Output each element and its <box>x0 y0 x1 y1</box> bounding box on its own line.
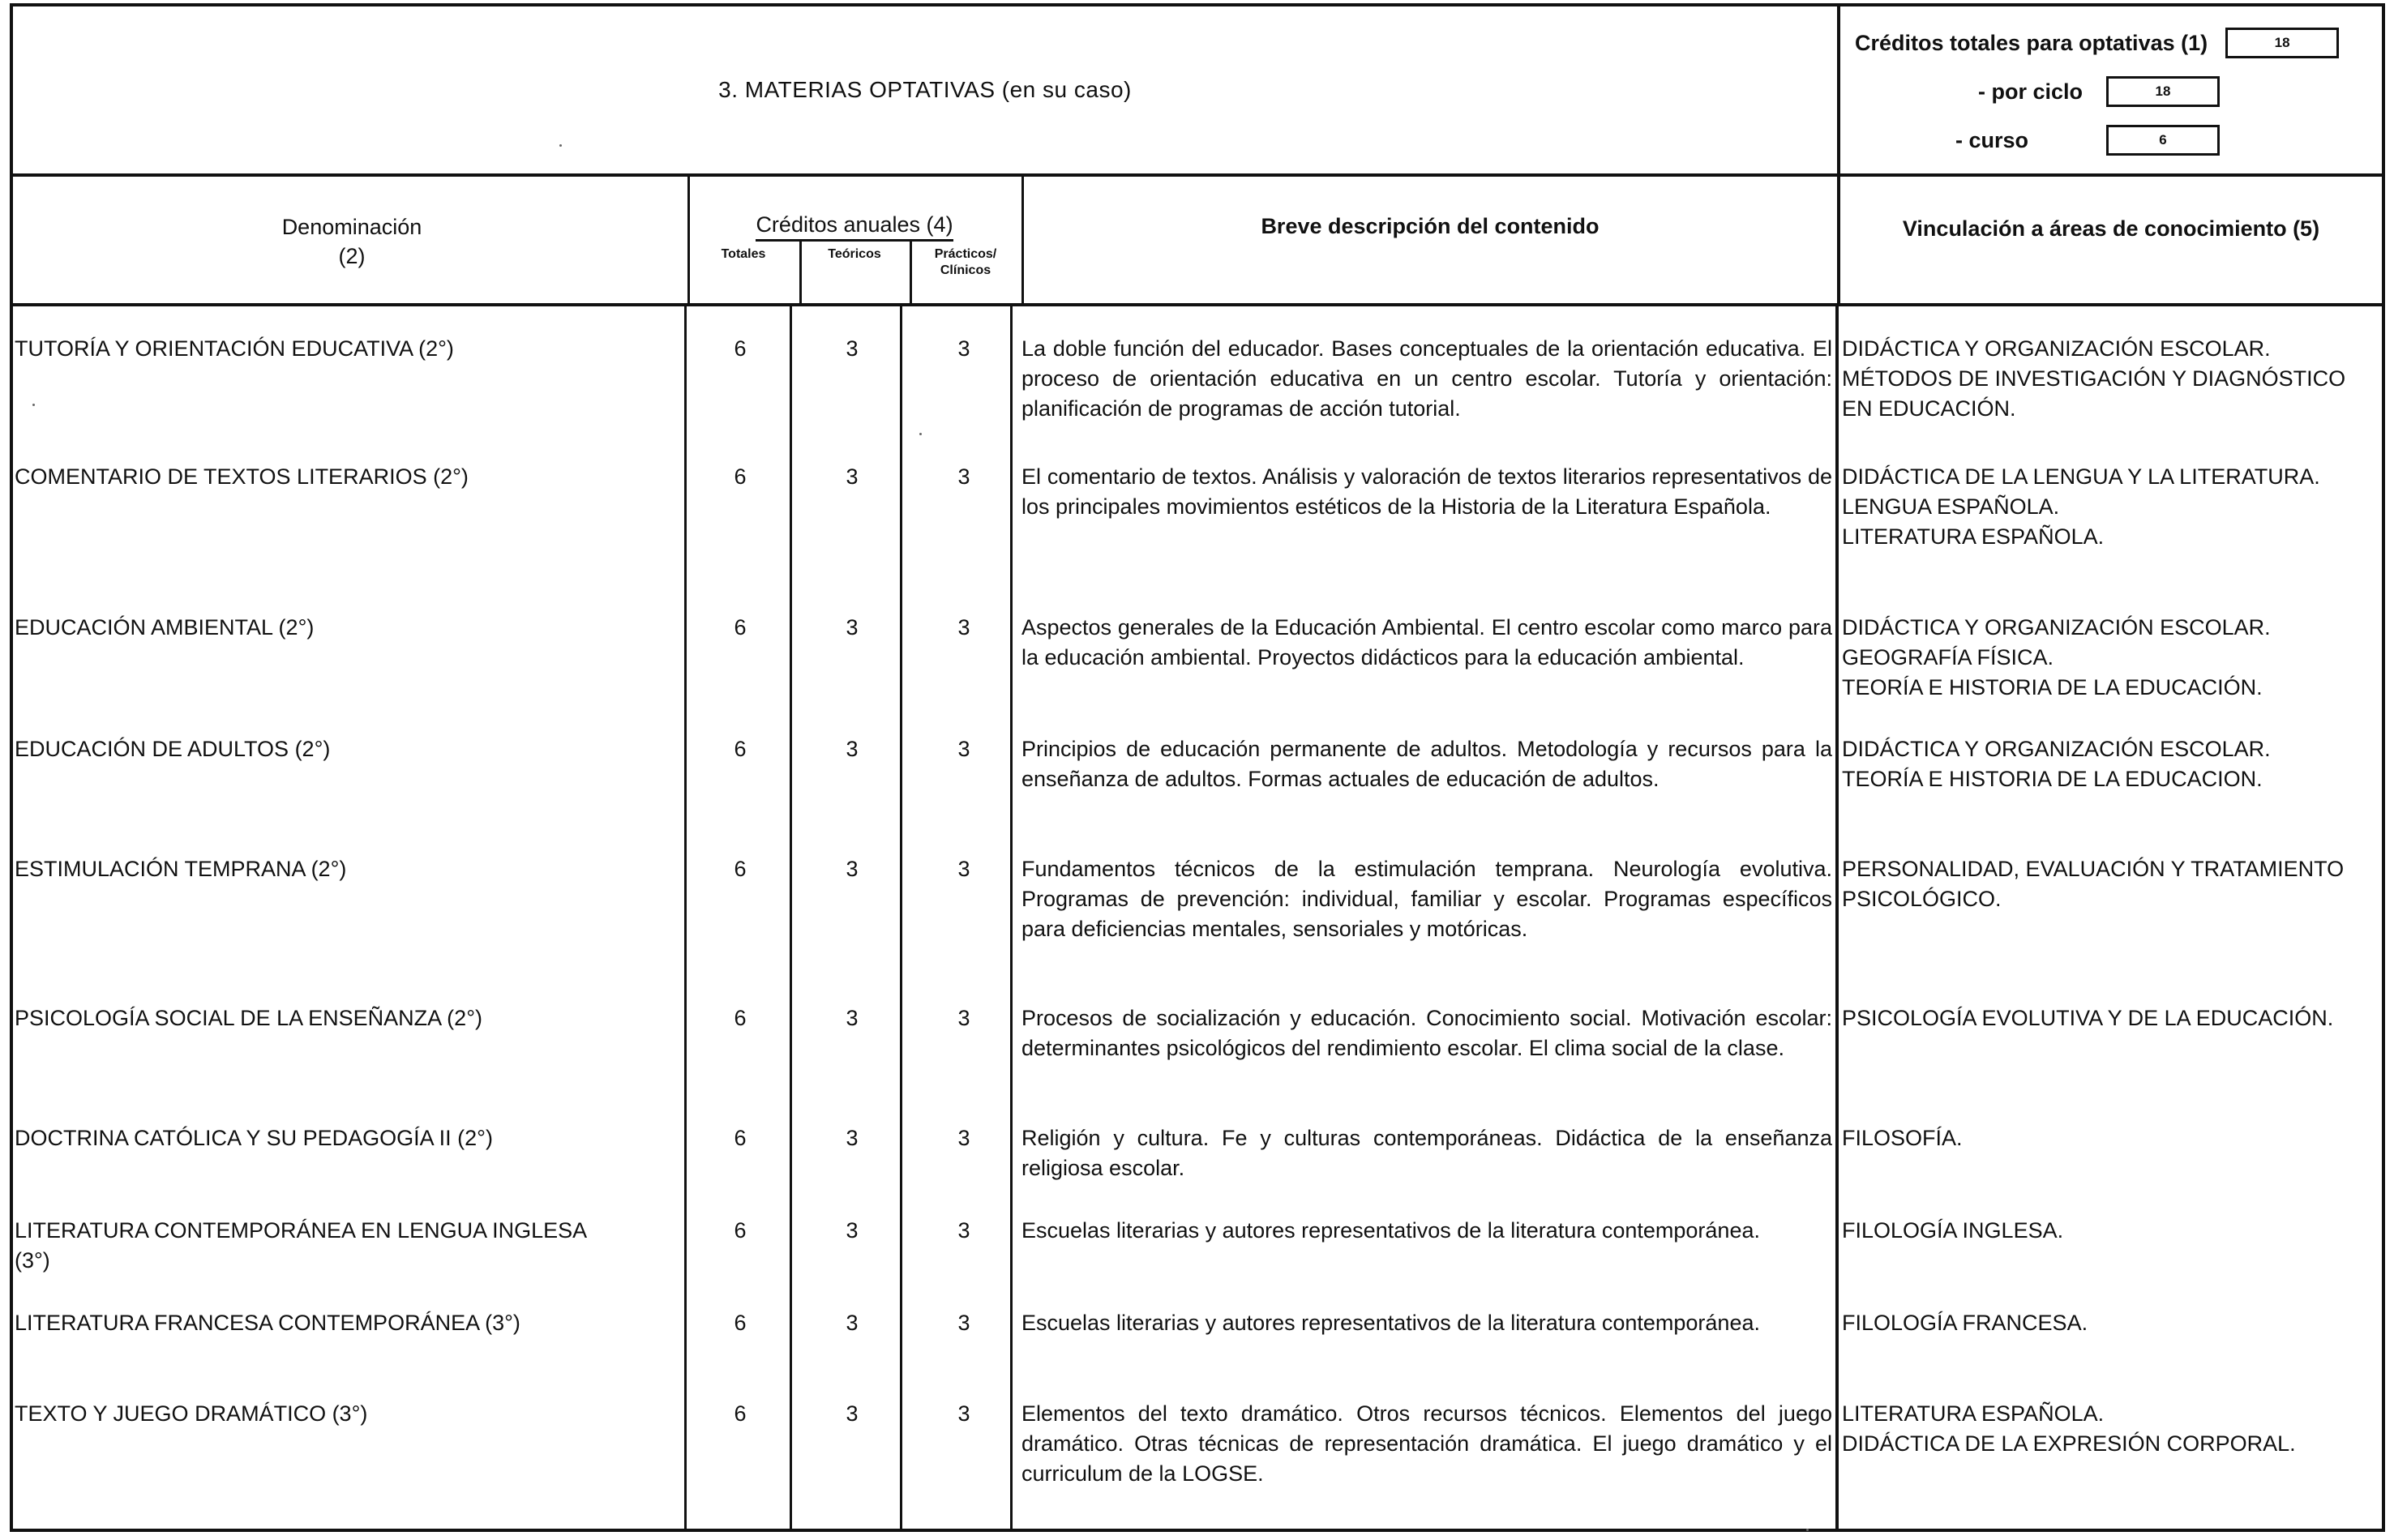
row-totales: 6 <box>734 1006 747 1030</box>
row-area: LITERATURA ESPAÑOLA. DIDÁCTICA DE LA EXPRESIÓN CORPORAL. <box>1842 1401 2296 1456</box>
divider <box>799 240 802 303</box>
row-name: LITERATURA CONTEMPORÁNEA EN LENGUA INGLESA (3°) <box>15 1218 586 1273</box>
row-description: Principios de educación permanente de adultos. Metodología y recursos para la enseñanza de adultos. Formas actuales de educación de adultos. <box>1021 737 1832 791</box>
total-credits-value: 18 <box>2225 28 2339 58</box>
header-denominacion-label: Denominación <box>281 215 422 239</box>
row-area: PSICOLOGÍA EVOLUTIVA Y DE LA EDUCACIÓN. <box>1842 1006 2334 1030</box>
header-totales: Totales <box>721 247 766 261</box>
header-creditos <box>687 211 1021 240</box>
row-name: EDUCACIÓN DE ADULTOS (2°) <box>15 737 331 761</box>
row-practicos: 3 <box>957 1006 970 1030</box>
row-name: LITERATURA FRANCESA CONTEMPORÁNEA (3°) <box>15 1311 520 1335</box>
row-teoricos: 3 <box>846 1006 859 1030</box>
row-teoricos: 3 <box>846 615 859 640</box>
row-area: DIDÁCTICA Y ORGANIZACIÓN ESCOLAR. MÉTODOS DE INVESTIGACIÓN Y DIAGNÓSTICO EN EDUCACIÓN. <box>1842 336 2346 421</box>
ciclo-credits-row <box>1978 76 2220 107</box>
header-teoricos: Teóricos <box>828 247 881 261</box>
curso-credits-label: - curso <box>1955 127 2029 152</box>
row-practicos: 3 <box>957 737 970 761</box>
header-vinculacion: Vinculación a áreas de conocimiento (5) <box>1902 216 2320 241</box>
row-description: Escuelas literarias y autores representativos de la literatura contemporánea. <box>1021 1311 1760 1335</box>
divider <box>1021 177 1024 303</box>
row-description: Fundamentos técnicos de la estimulación temprana. Neurología evolutiva. Programas de prevención: individual, familiar y escolar. Programas específicos para deficiencias mentales, sensoriales y motóricas. <box>1021 857 1832 941</box>
total-credits-row <box>1855 28 2339 58</box>
row-area: FILOSOFÍA. <box>1842 1126 1963 1150</box>
row-teoricos: 3 <box>846 1218 859 1243</box>
row-practicos: 3 <box>957 1126 970 1150</box>
row-name: ESTIMULACIÓN TEMPRANA (2°) <box>15 857 347 881</box>
divider <box>1835 306 1839 1529</box>
row-totales: 6 <box>734 1126 747 1150</box>
divider <box>910 240 912 303</box>
row-totales: 6 <box>734 1401 747 1426</box>
header-descripcion: Breve descripción del contenido <box>1261 214 1600 238</box>
divider <box>1837 177 1840 303</box>
row-description: Escuelas literarias y autores representativos de la literatura contemporánea. <box>1021 1218 1760 1243</box>
row-practicos: 3 <box>957 857 970 881</box>
row-name: COMENTARIO DE TEXTOS LITERARIOS (2°) <box>15 464 469 489</box>
row-totales: 6 <box>734 737 747 761</box>
row-teoricos: 3 <box>846 1126 859 1150</box>
row-totales: 6 <box>734 464 747 489</box>
row-area: DIDÁCTICA DE LA LENGUA Y LA LITERATURA. LENGUA ESPAÑOLA. LITERATURA ESPAÑOLA. <box>1842 464 2320 549</box>
row-description: Religión y cultura. Fe y culturas contemporáneas. Didáctica de la enseñanza religiosa escolar. <box>1021 1126 1832 1180</box>
row-practicos: 3 <box>957 1218 970 1243</box>
credits-panel <box>1840 6 2382 173</box>
row-totales: 6 <box>734 615 747 640</box>
divider <box>687 177 690 303</box>
row-teoricos: 3 <box>846 1311 859 1335</box>
scan-speck <box>559 144 562 147</box>
row-area: DIDÁCTICA Y ORGANIZACIÓN ESCOLAR. TEORÍA E HISTORIA DE LA EDUCACION. <box>1842 737 2271 791</box>
row-totales: 6 <box>734 1218 747 1243</box>
scan-speck <box>32 404 35 406</box>
row-practicos: 3 <box>957 464 970 489</box>
row-teoricos: 3 <box>846 1401 859 1426</box>
row-name: EDUCACIÓN AMBIENTAL (2°) <box>15 615 315 640</box>
header-denominacion-note: (2) <box>338 244 366 268</box>
row-area: DIDÁCTICA Y ORGANIZACIÓN ESCOLAR. GEOGRAFÍA FÍSICA. TEORÍA E HISTORIA DE LA EDUCACIÓN. <box>1842 615 2271 699</box>
row-totales: 6 <box>734 1311 747 1335</box>
column-headers <box>10 177 2385 306</box>
header-denominacion <box>13 209 691 274</box>
scan-speck <box>1806 1529 1809 1531</box>
header-practicos: Prácticos/ Clínicos <box>934 247 997 277</box>
row-practicos: 3 <box>957 1401 970 1426</box>
row-practicos: 3 <box>957 1311 970 1335</box>
row-teoricos: 3 <box>846 336 859 361</box>
row-area: FILOLOGÍA INGLESA. <box>1842 1218 2064 1243</box>
row-teoricos: 3 <box>846 464 859 489</box>
row-description: Procesos de socialización y educación. Conocimiento social. Motivación escolar: determinantes psicológicos del rendimiento escolar. El clima social de la clase. <box>1021 1006 1832 1060</box>
row-name: PSICOLOGÍA SOCIAL DE LA ENSEÑANZA (2°) <box>15 1006 482 1030</box>
row-name: TEXTO Y JUEGO DRAMÁTICO (3°) <box>15 1401 368 1426</box>
row-description: El comentario de textos. Análisis y valoración de textos literarios representativos de los principales movimientos estéticos de la Historia de la Literatura Española. <box>1021 464 1832 519</box>
row-area: PERSONALIDAD, EVALUACIÓN Y TRATAMIENTO PSICOLÓGICO. <box>1842 857 2345 911</box>
row-name: TUTORÍA Y ORIENTACIÓN EDUCATIVA (2°) <box>15 336 454 361</box>
row-teoricos: 3 <box>846 857 859 881</box>
row-totales: 6 <box>734 857 747 881</box>
row-practicos: 3 <box>957 336 970 361</box>
row-name: DOCTRINA CATÓLICA Y SU PEDAGOGÍA II (2°) <box>15 1126 493 1150</box>
header-creditos-label: Créditos anuales (4) <box>756 210 953 242</box>
total-credits-label: Créditos totales para optativas (1) <box>1855 30 2208 55</box>
section-title: 3. MATERIAS OPTATIVAS (en su caso) <box>718 77 1132 102</box>
row-teoricos: 3 <box>846 737 859 761</box>
ciclo-credits-label: - por ciclo <box>1978 79 2084 104</box>
scan-speck <box>919 433 922 435</box>
section-header <box>10 3 2385 177</box>
curso-credits-value: 6 <box>2106 125 2220 156</box>
row-description: Aspectos generales de la Educación Ambiental. El centro escolar como marco para la educación ambiental. Proyectos didácticos para la educación ambiental. <box>1021 615 1832 669</box>
curso-credits-row <box>1955 125 2220 156</box>
divider <box>684 306 687 1529</box>
row-area: FILOLOGÍA FRANCESA. <box>1842 1311 2088 1335</box>
row-description: La doble función del educador. Bases conceptuales de la orientación educativa. El proceso de orientación educativa en un centro escolar. Tutoría y orientación: planificación de programas de acción tutorial. <box>1021 336 1832 421</box>
ciclo-credits-value: 18 <box>2106 76 2220 107</box>
row-totales: 6 <box>734 336 747 361</box>
row-description: Elementos del texto dramático. Otros recursos técnicos. Elementos del juego dramático. Otras técnicas de representación dramática. El juego dramático y el curriculum de la LOGSE. <box>1021 1401 1832 1486</box>
row-practicos: 3 <box>957 615 970 640</box>
